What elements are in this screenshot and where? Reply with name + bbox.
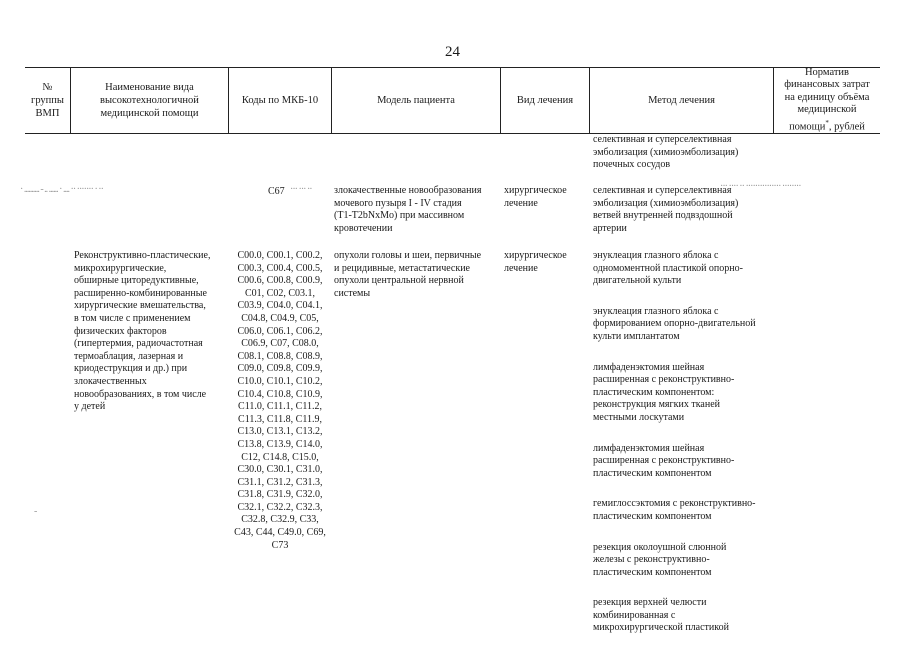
row1-patient-model: злокачественные новообразования мочевого пузыря I - IV стадия (T1-T2bNxMo) при массивном кровотечении bbox=[334, 185, 482, 234]
faded-scan-artifact: · .......... - .. ...... · .... ·· ······· · ·· bbox=[20, 184, 103, 195]
row2-icd-codes: C00.0, C00.1, C00.2, C00.3, C00.4, C00.5, C00.6, C00.8, C00.9, C01, C02, C03.1, C03.9, C04.0, C04.1, C04.8, C04.9, C05, C06.0, C06.1, C06.2, C06.9, C07, C08.0, C08.1, C08.8, C08.9, C09.0, C09.8, C09.9, C10.0, C10.1, C10.2, C10.4, C10.8, C10.9, C11.0, C11.1, C11.2, C11.3, C11.8, C11.9, C13.0, C13.1, C13.2, C13.8, C13.9, C14.0, C12, C14.8, C15.0, C30.0, C30.1, C31.0, C31.1, C31.2, C31.3, C31.8, C31.9, C32.0, C32.1, C32.2, C32.3, C32.8, C32.9, C33, C43, C44, C49.0, C69, C73 bbox=[234, 250, 326, 551]
method-item: лимфаденэктомия шейная расширенная с реконструктивно- пластическим компонентом: реконструкция мягких тканей местными лоскутами bbox=[593, 361, 735, 423]
method-item: гемиглоссэктомия с реконструктивно- пластическим компонентом bbox=[593, 498, 756, 522]
header-cost-standard: Норматив финансовых затрат на единицу объёма медицинской помощи*, рублей bbox=[784, 66, 870, 132]
row-continuation-method: селективная и суперселективная эмболизация (химиоэмболизация) почечных сосудов bbox=[593, 134, 739, 171]
header-treatment-type: Вид лечения bbox=[516, 94, 574, 106]
method-item: энуклеация глазного яблока с формированием опорно-двигательной культи имплантатом bbox=[593, 305, 756, 342]
row2-treatment-type: хирургическое лечение bbox=[504, 250, 567, 274]
row2-care-type: Реконструктивно-пластические, микрохирургические, обширные циторедуктивные, расширенно-комбинированные хирургические вмешательства, в том числе с применением физических факторов (гипертермия, радиочастотная термоаблация, лазерная и криодеструкция и др.) при злокачественных новообразованиях, в том числе у детей bbox=[74, 250, 211, 413]
faded-scan-artifact: ··· ···· ·· ··············· ········ bbox=[720, 181, 801, 192]
row2-patient-model: опухоли головы и шеи, первичные и рецидивные, метастатические опухоли центральной нервной системы bbox=[334, 250, 482, 299]
row1-codes: C67 bbox=[268, 186, 285, 197]
row1-treatment-method: селективная и суперселективная эмболизация (химиоэмболизация) ветвей внутренней подвздошной артерии bbox=[593, 185, 739, 234]
page-number: 24 bbox=[445, 44, 460, 60]
row1-treatment-type: хирургическое лечение bbox=[504, 185, 567, 209]
header-icd-codes: Коды по МКБ-10 bbox=[241, 94, 319, 106]
faded-scan-artifact: ··· ··· ·· bbox=[290, 184, 312, 195]
header-treatment-method: Метод лечения bbox=[648, 94, 715, 106]
scan-mark: - bbox=[34, 506, 37, 517]
method-item: лимфаденэктомия шейная расширенная с реконструктивно- пластическим компонентом bbox=[593, 442, 735, 479]
method-item: энуклеация глазного яблока с одномоментной пластикой опорно- двигательной культи bbox=[593, 250, 743, 287]
header-patient-model: Модель пациента bbox=[377, 94, 455, 106]
header-care-type: Наименование вида высокотехнологичной медицинской помощи bbox=[100, 81, 199, 119]
header-group-number: № группы ВМП bbox=[31, 81, 64, 119]
method-item: резекция околоушной слюнной железы с реконструктивно- пластическим компонентом bbox=[593, 541, 727, 578]
row2-methods-list bbox=[593, 250, 775, 653]
method-item: резекция верхней челюсти комбинированная с микрохирургической пластикой bbox=[593, 597, 729, 634]
